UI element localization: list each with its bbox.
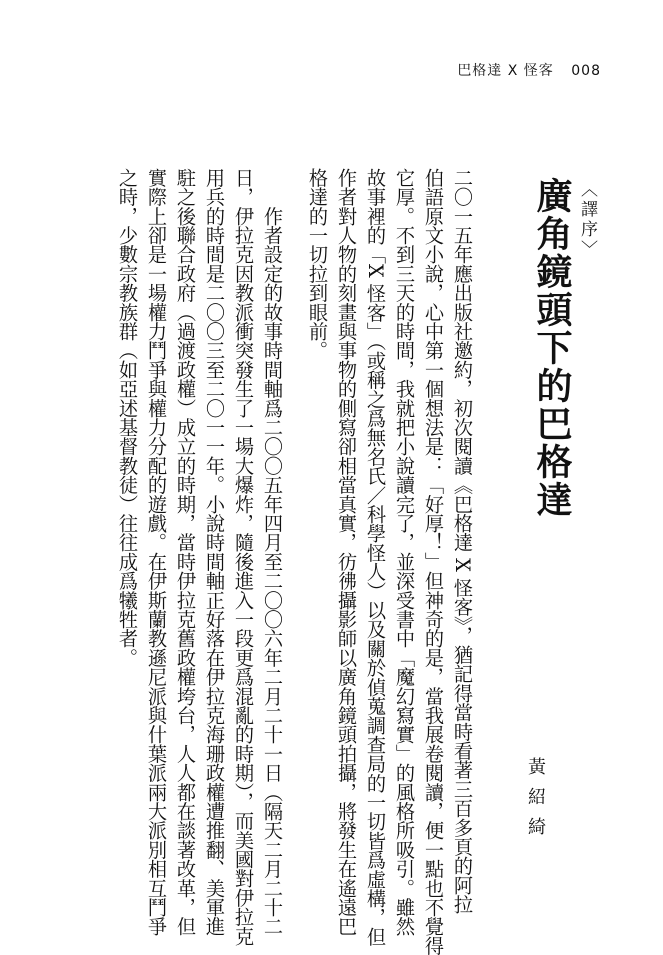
chapter-title: 廣角鏡頭下的巴格達 <box>531 177 572 519</box>
body-line: 實際上卻是一場權力鬥爭與權力分配的遊戲。在伊斯蘭教遜尼派與什葉派兩大派別相互鬥爭 <box>145 168 168 936</box>
body-line: 伯語原文小說，心中第一個想法是：「好厚！」但神奇的是，當我展卷閱讀，便一點也不覺得 <box>422 168 445 955</box>
body-line: 它厚。不到三天的時間，我就把小說讀完了，並深受書中「魔幻寫實」的風格所吸引。雖然 <box>393 168 416 936</box>
section-label: 〈譯序〉 <box>577 180 597 260</box>
body-line: 作者對人物的刻畫與事物的側寫卻相當真實，彷彿攝影師以廣角鏡頭拍攝，將發生在遙遠巴 <box>335 168 358 936</box>
translator-name: 黃紹綺 <box>525 757 546 847</box>
body-line: 駐之後聯合政府（過渡政權）成立的時期，當時伊拉克舊政權垮台，人人都在談著改革，但 <box>174 168 197 936</box>
body-line: 用兵的時間是二〇〇三至二〇一一年。小說時間軸正好落在伊拉克海珊政權遭推翻、美軍進 <box>203 168 226 936</box>
body-line: 格達的一切拉到眼前。 <box>306 168 329 360</box>
page-number: 008 <box>571 63 601 79</box>
running-head-book-title: 巴格達 X 怪客 <box>457 63 554 79</box>
body-line: 之時，少數宗教族群（如亞述基督教徒）往往成爲犧牲者。 <box>116 168 139 668</box>
body-line: 二〇一五年應出版社邀約，初次閱讀《巴格達 X 怪客》，猶記得當時看著三百多頁的阿拉 <box>451 168 474 914</box>
body-line: 作者設定的故事時間軸爲二〇〇五年四月至二〇〇六年二月二十一日（隔天二月二十二 <box>261 168 284 936</box>
body-line: 日，伊拉克因教派衝突發生了一場大爆炸，隨後進入一段更爲混亂的時期），而美國對伊拉克 <box>232 168 255 946</box>
running-head <box>457 60 601 80</box>
body-line: 故事裡的「X 怪客」（或稱之爲無名氏／科學怪人）以及關於偵蒐調查局的一切皆爲虛構，但 <box>364 168 387 947</box>
